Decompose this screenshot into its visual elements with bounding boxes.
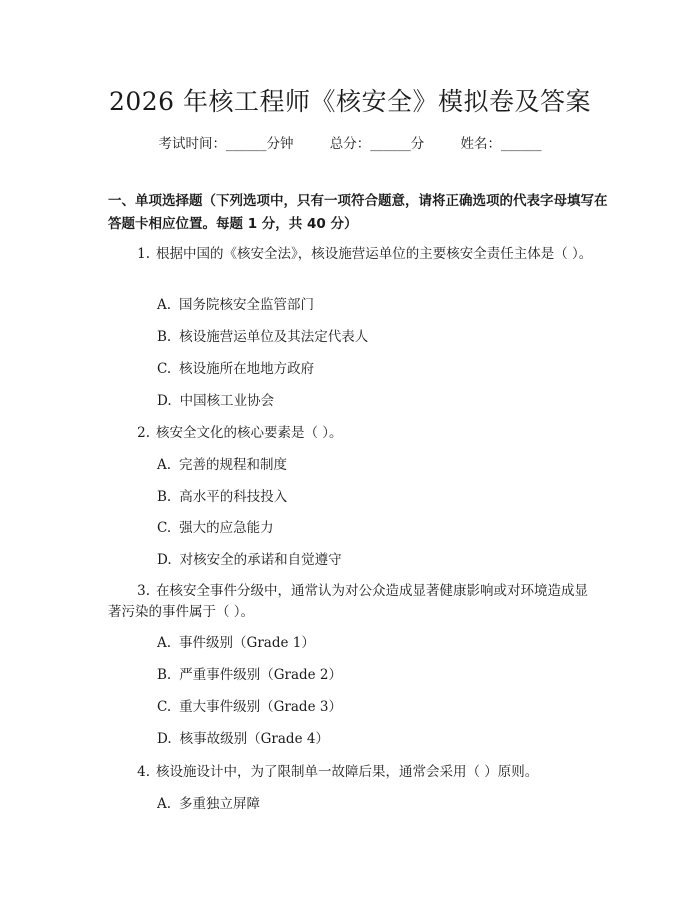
section-heading: 一、单项选择题（下列选项中，只有一项符合题意，请将正确选项的代表字母填写在答题卡相应位置。每题 1 分，共 40 分） [108,193,608,232]
option-letter: B. [157,329,172,345]
question-1-option-b [157,327,368,347]
question-text: 根据中国的《核安全法》，核设施营运单位的主要核安全责任主体是（ ）。 [156,246,593,262]
option-text: 中国核工业协会 [179,393,275,409]
option-text: 强大的应急能力 [179,520,274,536]
option-text: 完善的规程和制度 [179,457,288,473]
total-score-field: 总分：______分 [329,136,425,152]
option-letter: A. [157,297,172,313]
option-letter: D. [157,552,172,568]
page-title: 2026 年核工程师《核安全》模拟卷及答案 [108,87,592,116]
exam-time-field: 考试时间：______分钟 [158,136,294,152]
option-letter: A. [157,635,172,651]
option-text: 重大事件级别（Grade 3） [179,699,342,715]
question-number: 3. [137,583,150,599]
question-2-option-d [157,550,342,570]
option-text: 核事故级别（Grade 4） [179,731,329,747]
question-text: 核设施设计中，为了限制单一故障后果，通常会采用（ ）原则。 [156,764,539,780]
option-letter: A. [157,457,172,473]
option-letter: C. [157,699,172,715]
option-text: 对核安全的承诺和自觉遵守 [179,552,342,568]
question-2 [108,423,600,444]
option-letter: C. [157,520,172,536]
question-2-option-a [157,455,287,475]
question-number: 4. [137,764,150,780]
question-2-option-c [157,518,274,538]
question-text: 核安全文化的核心要素是（ ）。 [156,425,343,441]
question-1-option-c [157,359,314,379]
option-text: 国务院核安全监管部门 [179,297,315,313]
question-3-option-a [157,633,315,653]
name-field: 姓名：______ [460,136,542,152]
option-letter: D. [157,393,172,409]
question-number: 1. [137,246,150,262]
option-text: 高水平的科技投入 [179,489,288,505]
question-text: 在核安全事件分级中，通常认为对公众造成显著健康影响或对环境造成显著污染的事件属于（ ）。 [108,583,588,620]
option-letter: B. [157,667,172,683]
option-letter: A. [157,796,172,812]
exam-info-line [0,132,700,152]
question-4 [108,762,600,783]
option-text: 严重事件级别（Grade 2） [179,667,343,683]
question-3 [108,581,600,623]
question-4-option-a [157,794,260,814]
question-number: 2. [137,425,150,441]
question-1 [108,244,600,265]
option-text: 核设施营运单位及其法定代表人 [179,329,369,345]
option-letter: B. [157,489,172,505]
option-text: 核设施所在地地方政府 [179,361,315,377]
question-3-option-d [157,729,329,749]
option-letter: C. [157,361,172,377]
question-1-option-d [157,391,274,411]
question-1-option-a [157,295,314,315]
option-text: 多重独立屏障 [179,796,261,812]
question-3-option-c [157,697,342,717]
option-text: 事件级别（Grade 1） [179,635,315,651]
question-2-option-b [157,487,287,507]
question-3-option-b [157,665,342,685]
option-letter: D. [157,731,172,747]
